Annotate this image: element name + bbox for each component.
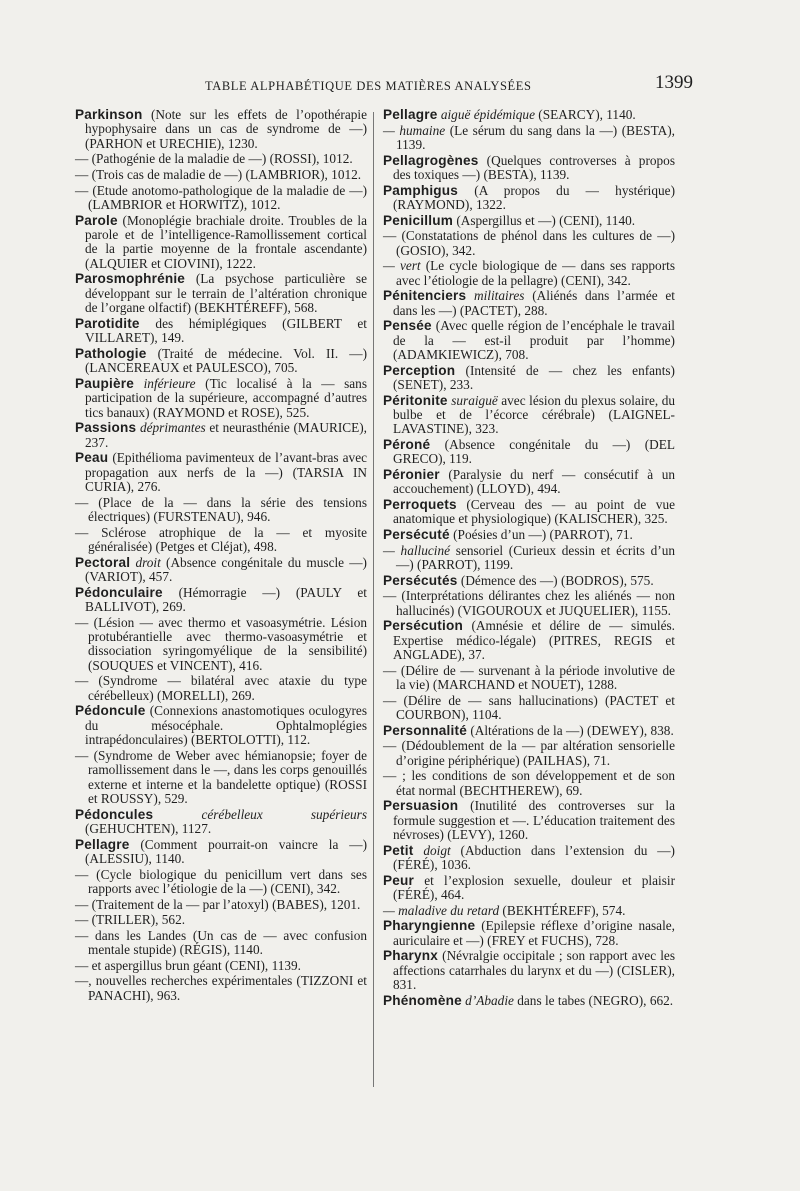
entry-heading: Petit	[383, 842, 414, 858]
entry-text: (Démence des —) (BODROS), 575.	[457, 572, 654, 588]
index-entry	[383, 919, 675, 948]
index-entry	[75, 421, 367, 450]
index-entry	[383, 394, 675, 437]
entry-text: (A propos du — hystérique) (RAYMOND), 1322.	[393, 182, 675, 212]
index-entry	[75, 674, 367, 703]
index-entry	[383, 468, 675, 497]
entry-qualifier: — maladive du retard	[383, 902, 500, 918]
entry-heading: Parosmophrénie	[75, 271, 186, 287]
entry-qualifier: suraiguë	[447, 392, 498, 408]
entry-text: — (Délire de — survenant à la période involutive de la vie) (MARCHAND et NOUET), 1288.	[383, 662, 675, 692]
index-entry	[75, 913, 367, 927]
entry-text: — (Lésion — avec thermo et vasoasymétrie. Lésion protubérantielle avec thermo-vasoasymétrie et dissociation syringomyélique de la sensibilité) (SOUQUES et VINCENT), 416.	[75, 614, 367, 673]
entry-text: — (Interprétations délirantes chez les aliénés — non hallucinés) (VIGOUROUX et JUQUELIER), 1155.	[383, 588, 675, 618]
index-entry	[383, 874, 675, 903]
page-header	[75, 72, 693, 100]
entry-heading: Perception	[383, 362, 456, 378]
index-entry	[75, 317, 367, 346]
index-entry	[75, 377, 367, 420]
entry-text: (Comment pourrait-on vaincre la —) (ALESSIU), 1140.	[85, 836, 367, 867]
entry-qualifier: militaires	[466, 288, 525, 304]
index-entry	[383, 498, 675, 527]
entry-text: (Avec quelle région de l’encéphale le travail de la — est-il produit par l’homme) (ADAMKIEWICZ), 708.	[393, 318, 675, 362]
entry-text: (Poésies d’un —) (PARROT), 71.	[449, 527, 633, 542]
index-entry	[75, 152, 367, 166]
index-entry	[75, 526, 367, 555]
entry-heading: Parkinson	[75, 107, 143, 122]
index-entry	[383, 619, 675, 662]
entry-heading: Pectoral	[75, 554, 131, 570]
index-entry	[75, 704, 367, 747]
entry-heading: Persécutés	[383, 572, 458, 588]
entry-text: — (Syndrome — bilatéral avec ataxie du type cérébelleux) (MORELLI), 269.	[75, 673, 367, 703]
entry-text: (Tic localisé à la — sans participation de la supérieure, accompagné d’autres tics banaux) (RAYMOND et ROSE), 525.	[85, 375, 368, 420]
entry-text: (Cerveau des — au point de vue anatomique et physiologique) (KALISCHER), 325.	[393, 497, 675, 527]
index-entry	[75, 898, 367, 912]
entry-heading: Personnalité	[383, 722, 467, 738]
entry-text: — (Trois cas de maladie de —) (LAMBRIOR), 1012.	[75, 167, 362, 182]
entry-text: (Monoplégie brachiale droite. Troubles de la parole et de l’intelligence-Ramollissement cortical de la partie moyenne de la frontale ascendante) (ALQUIER et CIOVINI), 1222.	[85, 212, 367, 271]
entry-text: (Note sur les effets de l’opothérapie hypophysaire dans un cas de syndrome de —) (PARHON et URECHIE), 1230.	[85, 107, 367, 151]
entry-text: — (Place de la — dans la série des tensions électriques) (FURSTENAU), 946.	[75, 494, 367, 525]
entry-qualifier: — halluciné	[383, 542, 451, 558]
entry-text: avec lésion du plexus solaire, du bulbe et de l’écorce cérébrale) (LAIGNEL-LAVASTINE), 323.	[393, 392, 675, 437]
entry-qualifier: cérébelleux supérieurs	[153, 806, 367, 822]
index-entry	[383, 694, 675, 723]
index-entry	[75, 808, 367, 837]
left-column	[75, 108, 367, 1004]
entry-text: (Aliénés dans l’armée et dans les —) (PACTET), 288.	[393, 288, 675, 318]
index-entry	[383, 589, 675, 618]
entry-text: (SEARCY), 1140.	[534, 107, 636, 122]
entry-text: (Epilepsie réflexe d’origine nasale, auriculaire et —) (FREY et FUCHS), 728.	[393, 918, 675, 948]
index-entry	[383, 108, 675, 122]
entry-text: (Altérations de la —) (DEWEY), 838.	[467, 722, 674, 738]
index-entry	[383, 724, 675, 738]
entry-text: — (TRILLER), 562.	[75, 912, 186, 928]
index-entry	[383, 528, 675, 542]
entry-heading: Pédoncules	[75, 806, 154, 822]
entry-text: des hémiplégiques (GILBERT et VILLARET), 149.	[85, 315, 367, 346]
entry-qualifier: — vert	[383, 258, 421, 274]
entry-qualifier: inférieure	[134, 375, 196, 391]
entry-text: (Connexions anastomotiques oculogyres du mésocéphale. Ophtalmoplégies intrapédonculaires) (BERTOLOTTI), 112.	[85, 703, 367, 748]
entry-qualifier: déprimantes	[136, 420, 206, 436]
entry-heading: Pellagre	[75, 836, 130, 852]
entry-text: — et aspergillus brun géant (CENI), 1139.	[75, 957, 302, 973]
index-entry	[383, 438, 675, 467]
entry-qualifier: droit	[130, 554, 161, 570]
entry-text: (Absence congénitale du —) (DEL GRECO), 119.	[393, 437, 675, 467]
entry-text: — (Pathogénie de la maladie de —) (ROSSI), 1012.	[75, 151, 353, 167]
entry-heading: Parole	[75, 212, 118, 228]
entry-text: (Abduction dans l’extension du —) (FÉRÉ), 1036.	[393, 842, 675, 872]
index-entry	[383, 229, 675, 258]
entry-heading: Peau	[75, 450, 109, 466]
index-entry	[75, 868, 367, 897]
entry-heading: Pédoncule	[75, 703, 146, 719]
entry-heading: Pathologie	[75, 345, 147, 361]
index-entry	[383, 664, 675, 693]
index-entry	[383, 544, 675, 573]
column-divider	[373, 112, 374, 1087]
entry-text: (Névralgie occipitale ; son rapport avec les affections catarrhales du larynx et du —) (CISLER), 831.	[393, 948, 675, 992]
entry-heading: Penicillum	[383, 212, 453, 228]
entry-qualifier: doigt	[413, 842, 451, 858]
index-entry	[383, 574, 675, 588]
index-entry	[75, 616, 367, 674]
index-entry	[75, 556, 367, 585]
index-entry	[75, 451, 367, 494]
entry-text: (GEHUCHTEN), 1127.	[85, 821, 212, 837]
entry-text: sensoriel (Curieux dessin et écrits d’un —) (PARROT), 1199.	[396, 542, 675, 572]
entry-text: — (Syndrome de Weber avec hémianopsie; foyer de ramollissement dans le —, dans les corps genouillés externe et interne et la bandelette optique) (ROSSI et ROUSSY), 529.	[75, 747, 367, 807]
right-column	[383, 108, 675, 1009]
entry-heading: Pédonculaire	[75, 584, 163, 600]
entry-text: (Amnésie et délire de — simulés. Expertise médico-légale) (PITRES, REGIS et ANGLADE), 37.	[393, 618, 675, 662]
index-entry	[75, 272, 367, 315]
index-entry	[383, 904, 675, 918]
index-entry	[383, 214, 675, 228]
index-entry	[383, 319, 675, 362]
index-entry	[75, 959, 367, 973]
entry-heading: Pharynx	[383, 948, 439, 964]
index-entry	[383, 184, 675, 213]
entry-text: — Sclérose atrophique de la — et myosite généralisée) (Petges et Cléjat), 498.	[75, 524, 367, 555]
index-entry	[75, 749, 367, 807]
entry-heading: Persécution	[383, 618, 464, 634]
entry-text: et l’explosion sexuelle, douleur et plaisir (FÉRÉ), 464.	[393, 872, 675, 902]
index-entry	[75, 929, 367, 958]
entry-heading: Phénomène	[383, 992, 462, 1008]
entry-heading: Peur	[383, 872, 415, 888]
index-entry	[75, 586, 367, 615]
entry-heading: Paupière	[75, 375, 135, 391]
index-entry	[383, 769, 675, 798]
entry-text: (La psychose particulière se développant sur le terrain de l’altération chronique de l’organe olfactif) (BEKHTÉREFF), 568.	[85, 271, 367, 316]
entry-heading: Persécuté	[383, 527, 450, 542]
entry-text: (Aspergillus et —) (CENI), 1140.	[453, 212, 636, 228]
entry-heading: Péronier	[383, 467, 440, 482]
index-entry	[383, 949, 675, 992]
index-entry	[383, 994, 675, 1008]
entry-text: et neurasthénie (MAURICE), 237.	[85, 420, 367, 450]
entry-text: (Hémorragie —) (PAULY et BALLIVOT), 269.	[85, 584, 367, 615]
index-entry	[383, 364, 675, 393]
entry-heading: Péritonite	[383, 392, 448, 408]
index-entry	[383, 844, 675, 873]
entry-heading: Passions	[75, 420, 137, 436]
index-entry	[383, 124, 675, 153]
entry-text: (Le cycle biologique de — dans ses rapports avec l’étiologie de la pellagre) (CENI), 342.	[396, 258, 675, 288]
entry-text: (Le sérum du sang dans la —) (BESTA), 1139.	[396, 122, 675, 152]
index-entry	[75, 347, 367, 376]
entry-text: — (Cycle biologique du penicillum vert dans ses rapports avec l’étiologie de la —) (CENI), 342.	[75, 866, 367, 897]
entry-heading: Pensée	[383, 318, 432, 334]
entry-heading: Perroquets	[383, 497, 457, 512]
index-entry	[75, 168, 367, 182]
entry-qualifier: d’Abadie	[461, 992, 514, 1008]
index-entry	[383, 289, 675, 318]
index-entry	[383, 739, 675, 768]
index-entry	[75, 496, 367, 525]
index-entry	[75, 838, 367, 867]
entry-text: (Epithélioma pavimenteux de l’avant-bras avec propagation aux nerfs de la —) (TARSIA IN CURIA), 276.	[85, 450, 367, 495]
index-entry	[383, 154, 675, 183]
entry-text: —, nouvelles recherches expérimentales (TIZZONI et PANACHI), 963.	[75, 973, 367, 1003]
index-entry	[75, 974, 367, 1003]
entry-text: — (Etude anotomo-pathologique de la maladie de —) (LAMBRIOR et HORWITZ), 1012.	[75, 182, 367, 212]
entry-heading: Pellagrogènes	[383, 152, 479, 168]
entry-heading: Persuasion	[383, 798, 459, 814]
index-entry	[383, 259, 675, 288]
entry-text: (Intensité de — chez les enfants) (SENET), 233.	[393, 362, 675, 392]
page-number: 1399	[655, 72, 693, 93]
entry-heading: Pamphigus	[383, 182, 459, 198]
index-entry	[383, 799, 675, 842]
entry-text: (Inutilité des controverses sur la formule suggestion et —. L’éducation traitement des névroses) (LEVY), 1260.	[393, 798, 675, 842]
entry-text: — (Constatations de phénol dans les cultures de —) (GOSIO), 342.	[383, 228, 675, 258]
index-entry	[75, 184, 367, 213]
index-entry	[75, 214, 367, 272]
entry-text: — (Traitement de la — par l’atoxyl) (BABES), 1201.	[75, 896, 361, 912]
index-entry	[75, 108, 367, 151]
running-title: TABLE ALPHABÉTIQUE DES MATIÈRES ANALYSÉES	[205, 79, 532, 93]
entry-text: — (Dédoublement de la — par altération sensorielle d’origine périphérique) (PAILHAS), 71.	[383, 738, 675, 768]
entry-text: (Quelques controverses à propos des toxiques —) (BESTA), 1139.	[393, 152, 675, 182]
entry-qualifier: aiguë épidémique	[437, 107, 535, 122]
entry-text: (BEKHTÉREFF), 574.	[499, 902, 626, 918]
entry-text: — (Délire de — sans hallucinations) (PACTET et COURBON), 1104.	[383, 692, 675, 722]
entry-text: — dans les Landes (Un cas de — avec confusion mentale stupide) (RÉGIS), 1140.	[75, 927, 367, 958]
entry-text: dans le tabes (NEGRO), 662.	[513, 992, 674, 1008]
entry-text: — ; les conditions de son développement et de son état normal (BECHTHEREW), 69.	[383, 768, 675, 798]
entry-heading: Parotidite	[75, 315, 140, 331]
entry-text: (Traité de médecine. Vol. II. —) (LANCEREAUX et PAULESCO), 705.	[85, 345, 367, 376]
entry-qualifier: — humaine	[383, 122, 446, 138]
entry-heading: Péroné	[383, 437, 431, 452]
entry-heading: Pellagre	[383, 107, 438, 122]
entry-text: (Paralysie du nerf — consécutif à un accouchement) (LLOYD), 494.	[393, 467, 675, 497]
entry-heading: Pharyngienne	[383, 918, 476, 934]
entry-text: (Absence congénitale du muscle —) (VARIOT), 457.	[85, 554, 367, 585]
entry-heading: Pénitenciers	[383, 288, 467, 304]
